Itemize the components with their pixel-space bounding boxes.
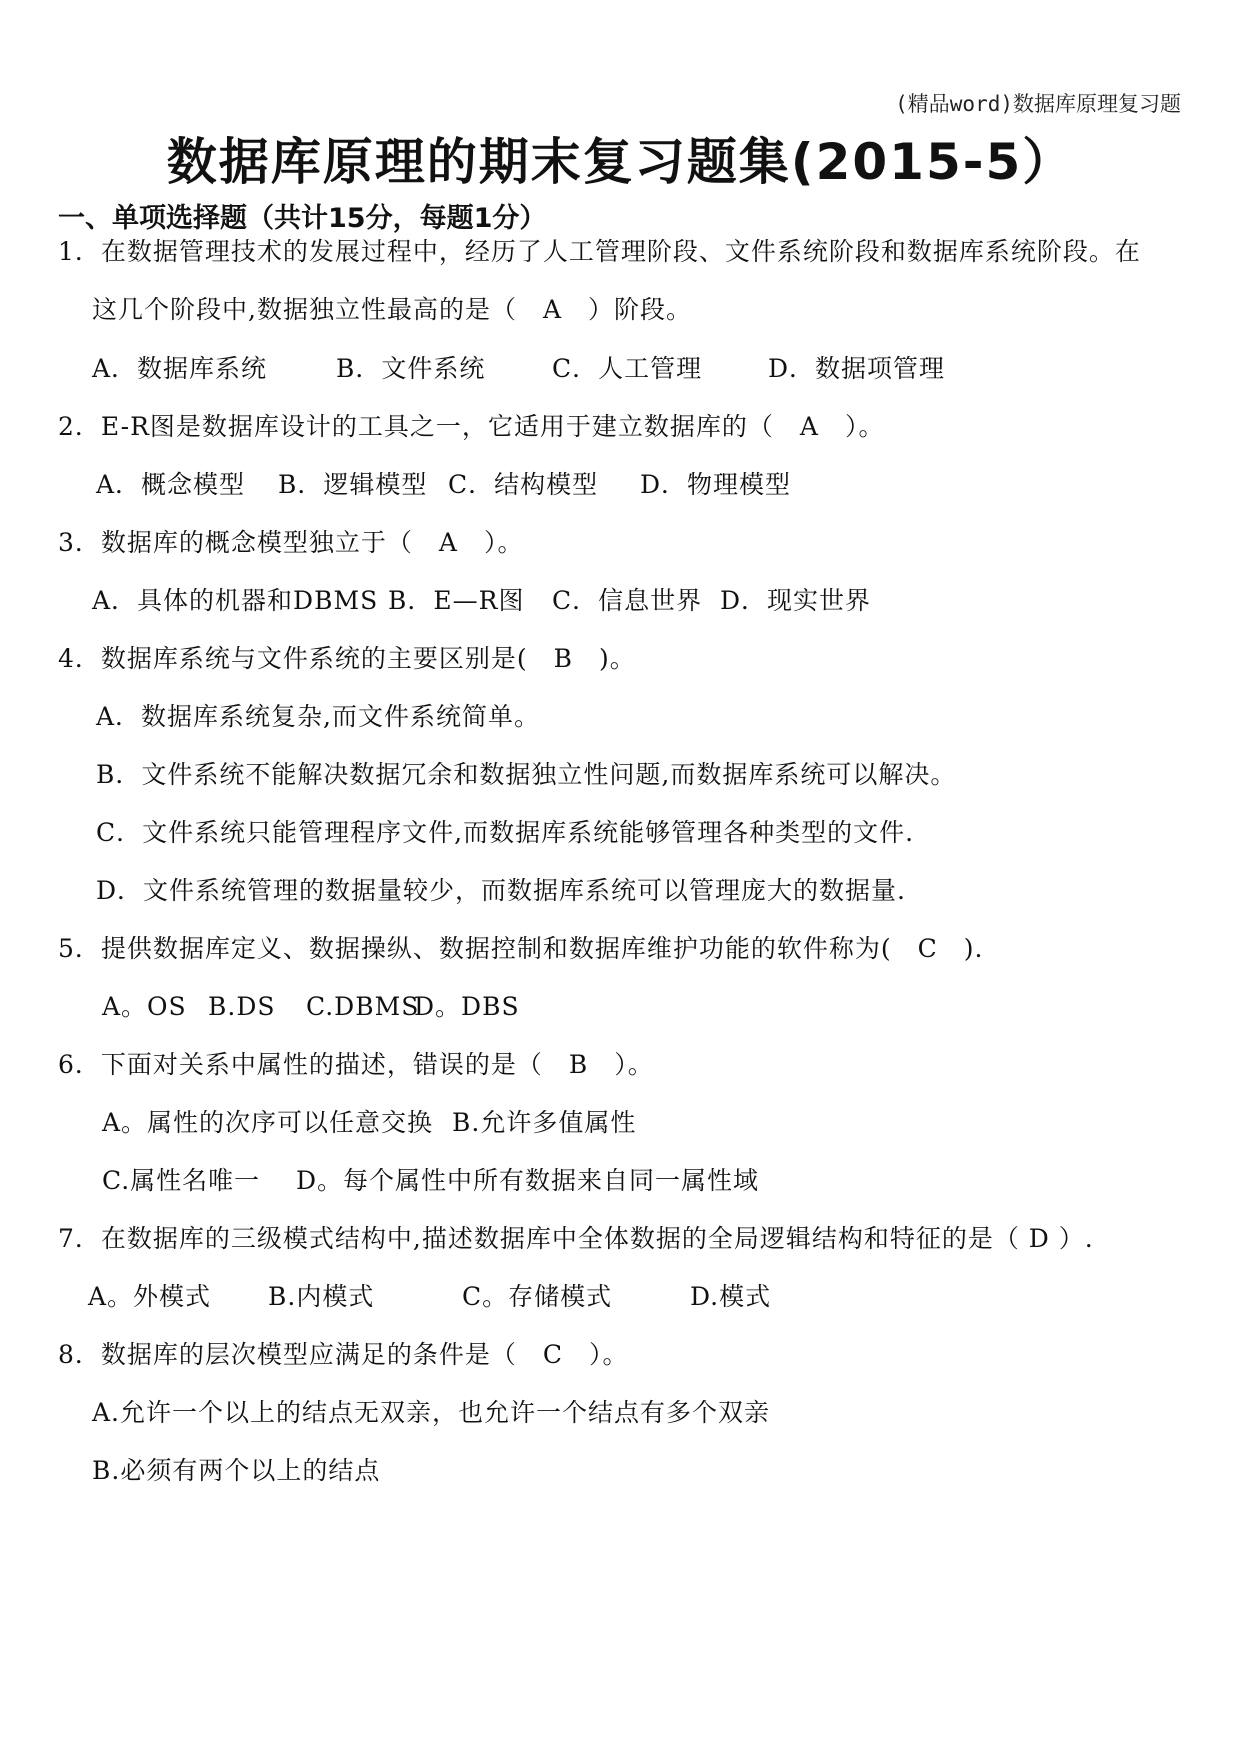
question-1-option-a: A．数据库系统 [92, 354, 268, 383]
question-5-stem: 5．提供数据库定义、数据操纵、数据控制和数据库维护功能的软件称为( C ). [58, 934, 984, 963]
question-4-stem: 4．数据库系统与文件系统的主要区别是( B )。 [58, 644, 636, 673]
question-1-stem: 1．在数据管理技术的发展过程中，经历了人工管理阶段、文件系统阶段和数据库系统阶段。在 [58, 237, 1141, 266]
question-4-option-d: D．文件系统管理的数据量较少，而数据库系统可以管理庞大的数据量. [96, 876, 906, 905]
question-2-option-a: A．概念模型 [96, 470, 246, 499]
question-5-option-d: D。DBS [414, 992, 520, 1021]
question-3-option-a: A．具体的机器和DBMS [92, 586, 379, 615]
question-5-option-a: A。OS [102, 992, 187, 1021]
question-2-option-b: B．逻辑模型 [278, 470, 428, 499]
question-7-option-d: D.模式 [690, 1282, 772, 1311]
question-7-option-b: B.内模式 [268, 1282, 375, 1311]
question-8-option-b: B.必须有两个以上的结点 [92, 1456, 381, 1485]
question-5-option-c: C.DBMS [306, 992, 420, 1021]
question-2-stem: 2．E-R图是数据库设计的工具之一，它适用于建立数据库的（ A ）。 [58, 412, 885, 441]
question-1-stem-continued: 这几个阶段中,数据独立性最高的是（ A ）阶段。 [92, 295, 693, 324]
question-4-option-b: B．文件系统不能解决数据冗余和数据独立性问题,而数据库系统可以解决。 [96, 760, 957, 789]
question-2-option-c: C．结构模型 [448, 470, 599, 499]
question-1-option-c: C．人工管理 [552, 354, 703, 383]
question-6-option-b: B.允许多值属性 [452, 1108, 637, 1137]
question-4-option-c: C．文件系统只能管理程序文件,而数据库系统能够管理各种类型的文件. [96, 818, 915, 847]
document-title: 数据库原理的期末复习题集(2015-5） [166, 133, 1075, 191]
question-6-option-d: D。每个属性中所有数据来自同一属性域 [296, 1166, 760, 1195]
question-3-stem: 3．数据库的概念模型独立于（ A ）。 [58, 528, 524, 557]
question-3-option-c: C．信息世界 [552, 586, 703, 615]
question-5-option-b: B.DS [208, 992, 276, 1021]
section-title: 一、单项选择题（共计15分，每题1分） [58, 203, 547, 234]
question-6-option-a: A。属性的次序可以任意交换 [102, 1108, 434, 1137]
question-1-option-b: B．文件系统 [336, 354, 486, 383]
question-3-option-b: B．E—R图 [388, 586, 525, 615]
question-8-option-a: A.允许一个以上的结点无双亲，也允许一个结点有多个双亲 [92, 1398, 771, 1427]
question-7-option-c: C。存储模式 [462, 1282, 613, 1311]
question-6-stem: 6．下面对关系中属性的描述，错误的是（ B ）。 [58, 1050, 654, 1079]
question-2-option-d: D．物理模型 [640, 470, 792, 499]
question-7-stem: 7．在数据库的三级模式结构中,描述数据库中全体数据的全局逻辑结构和特征的是（ D ）. [58, 1224, 1094, 1253]
header-note: (精品word)数据库原理复习题 [895, 92, 1181, 116]
question-4-option-a: A．数据库系统复杂,而文件系统简单。 [96, 702, 541, 731]
question-3-option-d: D．现实世界 [720, 586, 872, 615]
question-8-stem: 8．数据库的层次模型应满足的条件是（ C ）。 [58, 1340, 629, 1369]
question-1-option-d: D．数据项管理 [768, 354, 946, 383]
question-7-option-a: A。外模式 [88, 1282, 212, 1311]
question-6-option-c: C.属性名唯一 [102, 1166, 261, 1195]
